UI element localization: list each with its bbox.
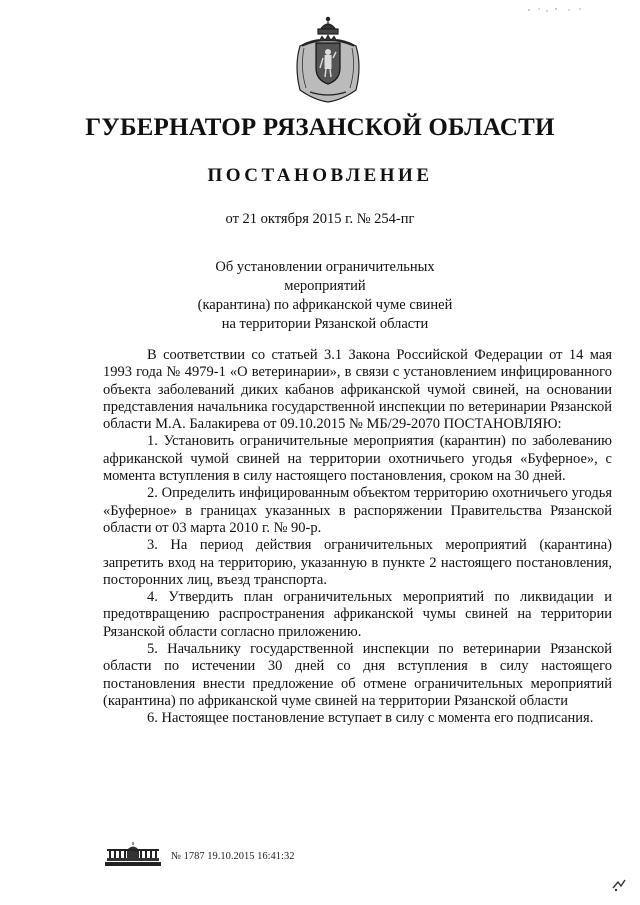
- clause-3: 3. На период действия ограничительных мероприятий (карантина) запретить вход на территорию, указанную в пункте 2 настоящего постановления, посторонних лиц, въезд транспорта.: [103, 537, 612, 588]
- subject-line: на территории Рязанской области: [221, 316, 429, 332]
- clause-6: 6. Настоящее постановление вступает в силу с момента его подписания.: [147, 710, 594, 727]
- coat-of-arms-icon: [290, 16, 366, 104]
- document-subject: [180, 258, 470, 334]
- document-type-heading: ПОСТАНОВЛЕНИЕ: [207, 165, 433, 186]
- scan-noise-dots: [525, 6, 585, 14]
- document-body: [103, 347, 612, 728]
- document-date-number: от 21 октября 2015 г. № 254-пг: [225, 211, 415, 227]
- clause-4: 4. Утвердить план ограничительных мероприятий по ликвидации и предотвращению распространения африканской чумы свиней на территории Рязанской области согласно приложению.: [103, 589, 612, 640]
- registration-stamp: № 1787 19.10.2015 16:41:32: [171, 851, 295, 862]
- subject-line: Об установлении ограничительных мероприятий: [215, 259, 435, 294]
- clause-2: 2. Определить инфицированным объектом территорию охотничьего угодья «Буферное» в границах указанных в распоряжении Правительства Рязанской области от 03 марта 2010 г. № 90-р.: [103, 485, 612, 536]
- preamble-paragraph: В соответствии со статьей 3.1 Закона Российской Федерации от 14 мая 1993 года № 4979-1 «О ветеринарии», в связи с установлением инфицированного объекта заболеваний диких кабанов африканской чумой свиней, на основании представления начальника государственной инспекции по ветеринарии Рязанской области М.А. Балакирева от 09.10.2015 № МБ/29-2070 ПОСТАНОВЛЯЮ:: [103, 347, 612, 433]
- clause-1: 1. Установить ограничительные мероприятия (карантин) по заболеванию африканской чумой свиней на территории охотничьего угодья «Буферное», с момента вступления в силу настоящего постановления, сроком на 30 дней.: [103, 433, 612, 485]
- org-title: ГУБЕРНАТОР РЯЗАНСКОЙ ОБЛАСТИ: [85, 114, 555, 141]
- government-building-logo-icon: [103, 842, 163, 868]
- registration-footer: [103, 842, 363, 868]
- scan-corner-mark: [610, 876, 628, 894]
- clause-5: 5. Начальнику государственной инспекции по ветеринарии Рязанской области по истечении 30 дней со дня вступления в силу настоящего постановления внести предложение об отмене ограничительных мероприятий (карантина) по африканской чуме свиней на территории Рязанской области: [103, 641, 612, 709]
- subject-line: (карантина) по африканской чуме свиней: [197, 297, 453, 313]
